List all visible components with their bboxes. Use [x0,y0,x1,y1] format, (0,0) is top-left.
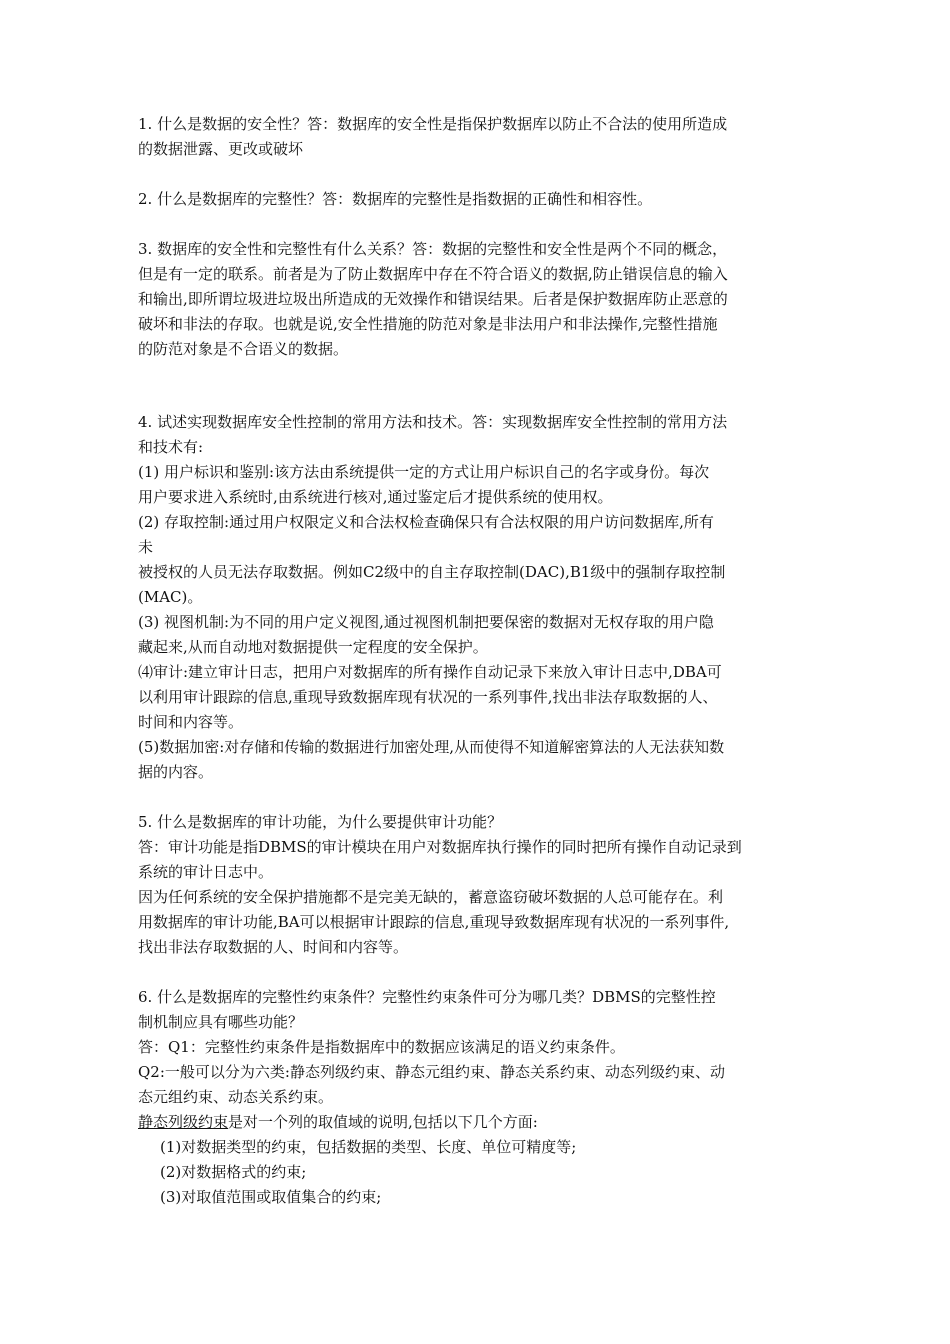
paragraph-line: 但是有一定的联系。前者是为了防止数据库中存在不符合语义的数据,防止错误信息的输入 [138,265,728,283]
paragraph-line: (1) 用户标识和鉴别:该方法由系统提供一定的方式让用户标识自己的名字或身份。每次 [138,463,710,481]
spacer [138,162,818,187]
spacer [138,212,818,237]
paragraph-line: 6. 什么是数据库的完整性约束条件？完整性约束条件可分为哪几类？DBMS的完整性控 [138,988,716,1006]
paragraph-line: (MAC)。 [138,588,203,606]
paragraph-line: 找出非法存取数据的人、时间和内容等。 [138,938,409,956]
question-6 [138,985,818,1210]
paragraph-line: 未 [138,538,154,556]
paragraph-line: 据的内容。 [138,763,214,781]
spacer [138,362,818,410]
paragraph-line: 藏起来,从而自动地对数据提供一定程度的安全保护。 [138,638,488,656]
paragraph-line: 用数据库的审计功能,BA可以根据审计跟踪的信息,重现导致数据库现有状况的一系列事件, [138,913,730,931]
paragraph-line: 3. 数据库的安全性和完整性有什么关系？答：数据的完整性和安全性是两个不同的概念， [138,240,728,258]
spacer [138,785,818,810]
paragraph-line: 5. 什么是数据库的审计功能，为什么要提供审计功能？ [138,813,503,831]
paragraph-line: 时间和内容等。 [138,713,244,731]
paragraph-line: 制机制应具有哪些功能？ [138,1013,304,1031]
paragraph-line: 2. 什么是数据库的完整性？答：数据库的完整性是指数据的正确性和相容性。 [138,190,653,208]
list-item: (1)对数据类型的约束，包括数据的类型、长度、单位可精度等; [160,1138,577,1156]
paragraph-line: (3) 视图机制:为不同的用户定义视图,通过视图机制把要保密的数据对无权存取的用户隐 [138,613,714,631]
underlined-term: 静态列级约束 [138,1113,229,1131]
paragraph-line: 破坏和非法的存取。也就是说,安全性措施的防范对象是非法用户和非法操作,完整性措施 [138,315,718,333]
paragraph-line: 以利用审计跟踪的信息,重现导致数据库现有状况的一系列事件,找出非法存取数据的人、 [138,688,718,706]
spacer [138,960,818,985]
paragraph-line: ⑷审计:建立审计日志，把用户对数据库的所有操作自动记录下来放入审计日志中,DBA可 [138,663,722,681]
paragraph-line: 答：审计功能是指DBMS的审计模块在用户对数据库执行操作的同时把所有操作自动记录到 [138,838,742,856]
list-item: (2)对数据格式的约束; [160,1163,307,1181]
term-description: 是对一个列的取值域的说明,包括以下几个方面: [228,1113,538,1131]
question-2 [138,187,818,212]
question-3 [138,237,818,362]
paragraph-line: 4. 试述实现数据库安全性控制的常用方法和技术。答：实现数据库安全性控制的常用方法 [138,413,728,431]
list-item: (3)对取值范围或取值集合的约束; [160,1188,382,1206]
question-4 [138,410,818,785]
paragraph-line: 答：Q1：完整性约束条件是指数据库中的数据应该满足的语义约束条件。 [138,1038,625,1056]
paragraph-line: 和技术有: [138,438,204,456]
paragraph-line: 的数据泄露、更改或破坏 [138,140,304,158]
paragraph-line: 系统的审计日志中。 [138,863,274,881]
paragraph-line: 用户要求进入系统时,由系统进行核对,通过鉴定后才提供系统的使用权。 [138,488,613,506]
question-5 [138,810,818,960]
paragraph-line: 被授权的人员无法存取数据。例如C2级中的自主存取控制(DAC),B1级中的强制存取控制 [138,563,726,581]
paragraph-line [138,1110,818,1135]
paragraph-line: 1. 什么是数据的安全性？答：数据库的安全性是指保护数据库以防止不合法的使用所造成 [138,115,728,133]
paragraph-line: 态元组约束、动态关系约束。 [138,1088,334,1106]
paragraph-line: 和输出,即所谓垃圾进垃圾出所造成的无效操作和错误结果。后者是保护数据库防止恶意的 [138,290,728,308]
paragraph-line: 因为任何系统的安全保护措施都不是完美无缺的，蓄意盗窃破坏数据的人总可能存在。利 [138,888,724,906]
paragraph-line: Q2:一般可以分为六类:静态列级约束、静态元组约束、静态关系约束、动态列级约束、动 [138,1063,725,1081]
paragraph-line: 的防范对象是不合语义的数据。 [138,340,349,358]
paragraph-line: (5)数据加密:对存储和传输的数据进行加密处理,从而使得不知道解密算法的人无法获知数 [138,738,725,756]
question-1 [138,112,818,162]
paragraph-line: (2) 存取控制:通过用户权限定义和合法权检查确保只有合法权限的用户访问数据库,所有 [138,513,714,531]
